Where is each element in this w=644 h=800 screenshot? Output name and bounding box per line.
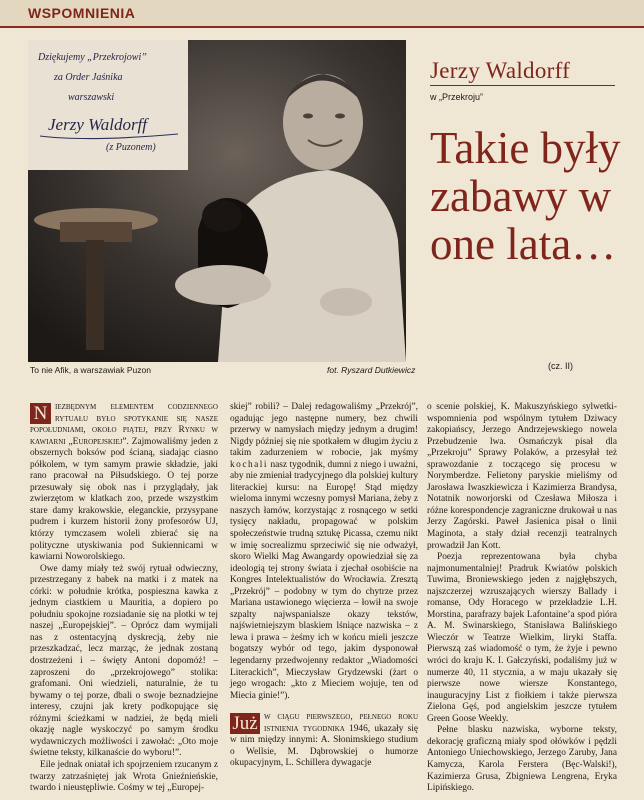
- section-label: WSPOMNIENIA: [28, 5, 136, 21]
- author-byline: w „Przekroju”: [430, 92, 484, 102]
- paragraph: Owe damy miały też swój rytuał odwieczny, przestrzegany z babek na matki i z matek na córki: w południe krótka, pospieszna kawka z jednym ciastkiem u Mauritia, a dopiero po południu spokojne rozsiadanie się na plotki w tej naszej „Europejskiej”. – Oprócz dam wymijali nas z ostentacyjną dyskrecją, żeby nie przeszkadzać, lecz marząc, że jednak zostaną dostrzeżeni i – święty Antoni dopomóż! – zaproszeni do „przekrojowego” stolika: grafomani. Oni wiedzieli, naturalnie, że tu bywamy o tej porze, dbali o swoje beznadziejne interesy, czujni jak krety podkopujące się różnymi ścieżkami w nadziei, że będą mieli okazję nagle wyskoczyć po samym środku wydawniczych możliwości i zawołać: „Oto moje świetne teksty, kilkanaście do wyboru!”.: [30, 563, 218, 759]
- article-title: Takie były zabawy w one lata…: [430, 123, 621, 269]
- dedication-line-2: za Order Jaśnika: [54, 72, 123, 83]
- handwritten-signature: Jerzy Waldorff: [48, 115, 148, 134]
- paragraph: skiej” robili? – Dalej redagowaliśmy „Przekrój”, ogadując jego następne numery, bez chwili przerwy w namysłach między jednym a drugim! Nigdy później się nie spotkałem w długim życiu z takim zadurzeniem w robocie, jak myśmy: [230, 402, 418, 459]
- paragraph: Eile jednak oniatał ich spojrzeniem rzucanym z twarzy zatrzaśniętej jak Wrota Gnieźnieńskie, twardo i nieustępliwie. Cośmy w tej „Europej-: [30, 759, 218, 794]
- author-divider: [430, 85, 615, 86]
- paragraph: Zajmowaliśmy jeden z obszernych boksów pod ścianą, siadając ciasno półkolem, w tym samym prawie składzie, jaki rano pracował na Piłsudskiego. O tej porze przesuwały się obok nas i przyglądały, jak zwierzętom w klatkach zoo, przede wszystkim stare damy krakowskie, eleganckie, przysypane pudrem i kurzem historii żony profesorów UJ, którzy tymczasem woleli zbierać się na polityczne utyskiwania pod Sukiennicami w kawiarni Noworolskiego.: [30, 436, 218, 563]
- paragraph: nasz tygodnik, dumni z niego i uważni, aby nie zmieniał tradycyjnego dla polskiej kultury literackiej kursu: na Europę! Stąd między wieloma innymi wczesny pomysł Mariana, żeby z naszych łamów, korzystając z rosnącego w setki tysięcy nakładu, propagować w polskim społeczeństwie trudną sztukę Picassa, czemu nikt w imię socrealizmu sprzeciwić się nie odważył, skoro Wielki Mag Awangardy opowiedział się za ideologią tej strony świata i zjechał osobiście na Kongres Intelektualistów do Wrocławia. Zresztą „Przekrój” – podobny w tym do chytrze przez Mariana ustawionego więcierza – łowił na swoje szpalty najwspanialsze okazy tekstów, najświetniejszym blaskiem lśniące nazwiska – z lewa i prawa – żeśmy ich w końcu mieli jeszcze bogatszy wybór od tego, jakim dysponował legendarny przedwojenny redaktor „Wiadomości Literackich”, Mieczysław Grydzewski (żart o jego wrogach: „kto z Mieciem wojuje, ten od Miecia ginie!”).: [230, 459, 418, 701]
- paragraph: o scenie polskiej, K. Makuszyńskiego sylwetki-wspomnienia pod wspólnym tytułem Dziwacy zakopiańscy, Jerzego Andrzejewskiego nowela Przebudzenie lwa. Osmańczyk pisał dla „Przekroju” Sprawy Polaków, a przesyłał też sprawozdanie z toczącego się procesu w Norymberdze. Felietony paryskie mieliśmy od Jarosława Iwaszkiewicza i Kazimierza Brandysa, Notatnik noworjorski od Czesława Miłosza i różne korespondencje zagraniczne drukował u nas Jerzy Zagórski. Paweł Jasienica pisał o linii Maginota, a stały dział recenzji teatralnych prowadził Jan Kott.: [427, 402, 617, 551]
- photo-credit: fot. Ryszard Dutkiewicz: [327, 365, 416, 375]
- article-column-2: [230, 402, 418, 770]
- article-part-note: (cz. II): [548, 361, 573, 371]
- paragraph: ukazały się w nim między innymi: A. Słonimskiego studium o Wellsie, M. Dąbrowskiej o humorze okupacyjnym, L. Schillera dywagacje: [230, 723, 418, 769]
- paragraph: Pełne blasku nazwiska, wyborne teksty, dekorację graficzną miały spod ołówków i pędzli Antoniego Uniechowskiego, Jerzego Zaruby, Jana Kamycza, Karola Ferstera (Bęc-Walski!), Kazimierza Grusa, Zbigniewa Lengrena, Eryka Lipińskiego.: [427, 725, 617, 794]
- dedication-line-3: warszawski: [68, 92, 115, 103]
- author-photo: [28, 40, 406, 362]
- photo-caption: To nie Afik, a warszawiak Puzon: [30, 365, 151, 375]
- drop-cap: N: [30, 403, 51, 424]
- signature-note: (z Puzonem): [106, 142, 156, 153]
- section-header-bar: [0, 0, 644, 28]
- author-name: Jerzy Waldorff: [430, 58, 571, 83]
- lead-in: iezbędnym elementem codziennego rytuału było spotykanie się nasze popołudniami, około piątej, przy Rynku w kawiarni „Europejskiej”.: [30, 402, 218, 447]
- portrait-illustration: [28, 40, 406, 362]
- spaced-word: kochali: [230, 459, 269, 470]
- drop-word: Już: [230, 713, 260, 734]
- lead-in: w ciągu pierwszego, pełnego roku istnienia tygodnika 1946,: [264, 712, 418, 734]
- dedication-line-1: Dziękujemy „Przekrojowi”: [38, 52, 147, 63]
- article-column-1: [30, 402, 218, 795]
- article-column-3: [427, 402, 617, 795]
- paragraph: Poezja reprezentowana była chyba najmonumentalniej! Pradruk Kwiatów polskich Tuwima, Broniewskiego jeden z najgłębszych, najszczerzej wzruszających wierszy Ballady i romanse, Ody Horacego w przekładzie L.H. Morstina, parafrazy bajek Lafontaine’a spod pióra A. M. Swinarskiego, Stanisława Balińskiego Wieczór w Teatrze Wielkim, liryki Staffa. Pierwszą zaś wiadomość o tym, że żyje i pewno wróci do kraju K. I. Gałczyński, podaliśmy już w numerze 40, 11 stycznia, a w maju ukazały się pierwsze nowe wiersze Konstantego, inauguracyjny List z fiołkiem i także pierwsza Zielona Gęś, pod angielskim jeszcze tytułem Green Goose Weekly.: [427, 552, 617, 724]
